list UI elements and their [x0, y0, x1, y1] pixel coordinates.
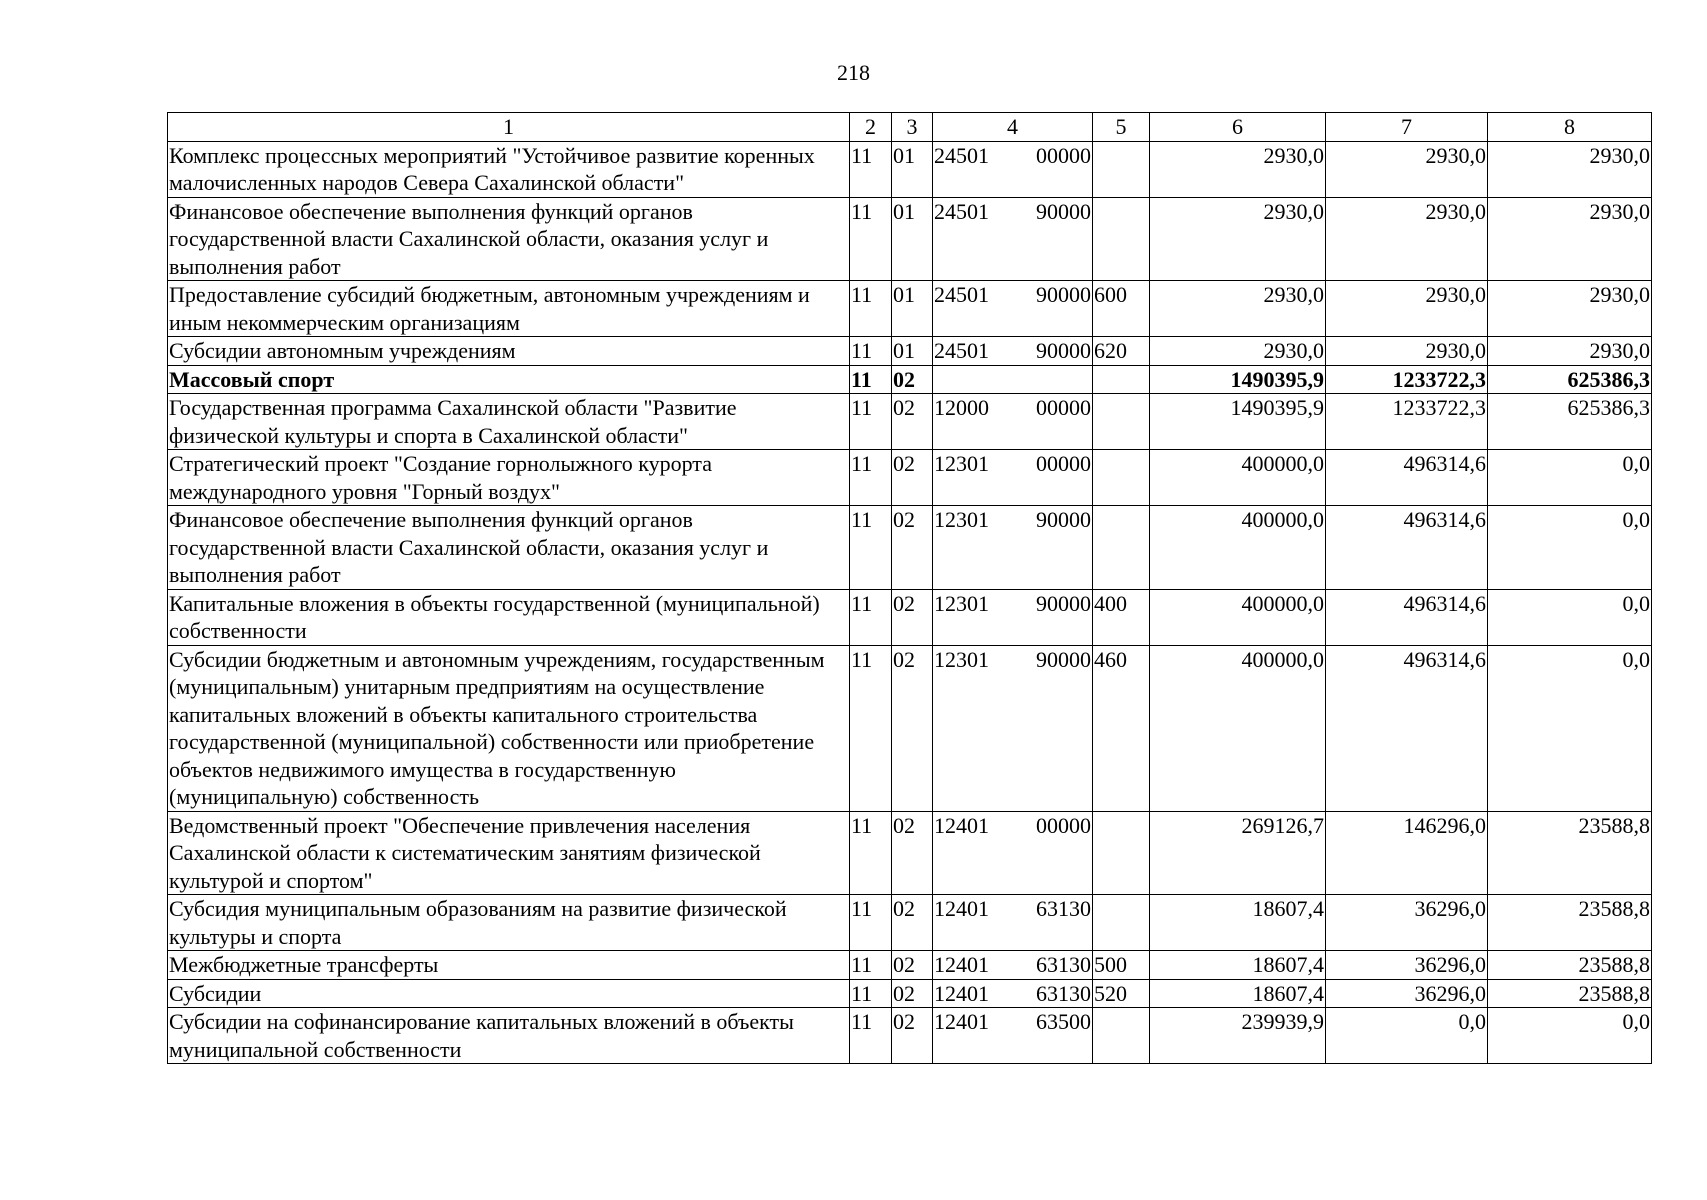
- budget-table: [167, 112, 1652, 1064]
- target-article-cell: [933, 951, 1093, 980]
- target-article-cell: [933, 337, 1093, 366]
- amount-col8-cell: 2930,0: [1488, 141, 1652, 197]
- amount-col6-cell: 18607,4: [1150, 979, 1326, 1008]
- amount-col6-cell: 400000,0: [1150, 450, 1326, 506]
- expense-type-cell: 620: [1093, 337, 1150, 366]
- subsection-code-cell: 02: [892, 1008, 933, 1064]
- section-code-cell: 11: [850, 450, 892, 506]
- header-row: [168, 113, 1652, 142]
- expense-type-cell: 460: [1093, 645, 1150, 811]
- page-number: 218: [837, 60, 870, 85]
- expense-type-cell: [1093, 394, 1150, 450]
- direction-code: 00000: [1036, 142, 1091, 168]
- table-row: [168, 1008, 1652, 1064]
- table-row: [168, 281, 1652, 337]
- column-header: 3: [892, 113, 933, 142]
- table-row: [168, 811, 1652, 895]
- column-header: 1: [168, 113, 850, 142]
- amount-col7-cell: 2930,0: [1326, 197, 1488, 281]
- direction-code: 00000: [1036, 451, 1091, 476]
- amount-col7-cell: 36296,0: [1326, 951, 1488, 980]
- amount-col6-cell: 2930,0: [1150, 197, 1326, 281]
- amount-col6-cell: 1490395,9: [1150, 394, 1326, 450]
- subsection-code-cell: 02: [892, 895, 933, 951]
- row-name-cell: Финансовое обеспечение выполнения функций органов государственной власти Сахалинской области, оказания услуг и выполнения работ: [168, 197, 850, 281]
- section-code-cell: 11: [850, 895, 892, 951]
- amount-col7-cell: 2930,0: [1326, 141, 1488, 197]
- subsection-code-cell: 01: [892, 281, 933, 337]
- amount-col8-cell: 0,0: [1488, 506, 1652, 590]
- subsection-code-cell: 02: [892, 365, 933, 394]
- table-row: [168, 589, 1652, 645]
- program-code: 12301: [934, 451, 989, 476]
- program-code: 12301: [934, 646, 989, 672]
- amount-col6-cell: 400000,0: [1150, 506, 1326, 590]
- expense-type-cell: [1093, 141, 1150, 197]
- table-row: [168, 337, 1652, 366]
- target-article-cell: [933, 394, 1093, 450]
- section-code-cell: 11: [850, 645, 892, 811]
- target-article-cell: [933, 141, 1093, 197]
- section-code-cell: 11: [850, 951, 892, 980]
- expense-type-cell: [1093, 197, 1150, 281]
- amount-col8-cell: 2930,0: [1488, 197, 1652, 281]
- program-code: 12301: [934, 507, 989, 532]
- amount-col8-cell: 2930,0: [1488, 281, 1652, 337]
- amount-col6-cell: 18607,4: [1150, 951, 1326, 980]
- amount-col7-cell: 1233722,3: [1326, 394, 1488, 450]
- row-name-cell: Финансовое обеспечение выполнения функций органов государственной власти Сахалинской области, оказания услуг и выполнения работ: [168, 506, 850, 590]
- row-name-cell: Массовый спорт: [168, 365, 850, 394]
- row-name-cell: Субсидии: [168, 979, 850, 1008]
- column-header: 4: [933, 113, 1093, 142]
- amount-col8-cell: 0,0: [1488, 1008, 1652, 1064]
- direction-code: 90000: [1036, 338, 1091, 363]
- direction-code: 63130: [1036, 952, 1091, 977]
- program-code: 24501: [934, 338, 989, 363]
- subsection-code-cell: 02: [892, 951, 933, 980]
- column-header: 6: [1150, 113, 1326, 142]
- amount-col6-cell: 2930,0: [1150, 337, 1326, 366]
- target-article-cell: [933, 281, 1093, 337]
- section-code-cell: 11: [850, 589, 892, 645]
- target-article-cell: [933, 645, 1093, 811]
- row-name-cell: Межбюджетные трансферты: [168, 951, 850, 980]
- section-code-cell: 11: [850, 141, 892, 197]
- table-row: [168, 197, 1652, 281]
- target-article-cell: [933, 589, 1093, 645]
- direction-code: 00000: [1036, 395, 1091, 420]
- subsection-code-cell: 02: [892, 506, 933, 590]
- section-code-cell: 11: [850, 337, 892, 366]
- amount-col7-cell: 496314,6: [1326, 645, 1488, 811]
- column-header: 7: [1326, 113, 1488, 142]
- amount-col7-cell: 146296,0: [1326, 811, 1488, 895]
- target-article-cell: [933, 895, 1093, 951]
- target-article-cell: [933, 197, 1093, 281]
- table-row: [168, 450, 1652, 506]
- amount-col8-cell: 0,0: [1488, 450, 1652, 506]
- amount-col6-cell: 1490395,9: [1150, 365, 1326, 394]
- direction-code: 90000: [1036, 646, 1091, 672]
- amount-col6-cell: 269126,7: [1150, 811, 1326, 895]
- amount-col6-cell: 2930,0: [1150, 281, 1326, 337]
- amount-col8-cell: 23588,8: [1488, 895, 1652, 951]
- amount-col7-cell: 1233722,3: [1326, 365, 1488, 394]
- expense-type-cell: 600: [1093, 281, 1150, 337]
- subsection-code-cell: 01: [892, 141, 933, 197]
- column-header: 5: [1093, 113, 1150, 142]
- table-row: [168, 506, 1652, 590]
- row-name-cell: Субсидии бюджетным и автономным учреждениям, государственным (муниципальным) унитарным предприятиям на осуществление капитальных вложений в объекты капитального строительства государственной (муниципальной) собственности или приобретение объектов недвижимого имущества в государственную (муниципальную) собственность: [168, 645, 850, 811]
- target-article-cell: [933, 450, 1093, 506]
- subsection-code-cell: 01: [892, 197, 933, 281]
- program-code: 12401: [934, 896, 989, 921]
- target-article-cell: [933, 365, 1093, 394]
- row-name-cell: Ведомственный проект "Обеспечение привлечения населения Сахалинской области к систематическим занятиям физической культурой и спортом": [168, 811, 850, 895]
- row-name-cell: Субсидии на софинансирование капитальных вложений в объекты муниципальной собственности: [168, 1008, 850, 1064]
- subsection-code-cell: 01: [892, 337, 933, 366]
- section-code-cell: 11: [850, 811, 892, 895]
- program-code: 12401: [934, 1009, 989, 1034]
- subsection-code-cell: 02: [892, 394, 933, 450]
- amount-col7-cell: 36296,0: [1326, 895, 1488, 951]
- section-code-cell: 11: [850, 365, 892, 394]
- amount-col8-cell: 23588,8: [1488, 811, 1652, 895]
- program-code: 12401: [934, 952, 989, 977]
- target-article-cell: [933, 979, 1093, 1008]
- subsection-code-cell: 02: [892, 450, 933, 506]
- section-code-cell: 11: [850, 1008, 892, 1064]
- subsection-code-cell: 02: [892, 979, 933, 1008]
- expense-type-cell: [1093, 365, 1150, 394]
- amount-col6-cell: 2930,0: [1150, 141, 1326, 197]
- table-row: [168, 141, 1652, 197]
- amount-col6-cell: 239939,9: [1150, 1008, 1326, 1064]
- amount-col8-cell: 625386,3: [1488, 394, 1652, 450]
- amount-col6-cell: 400000,0: [1150, 645, 1326, 811]
- subsection-code-cell: 02: [892, 589, 933, 645]
- subsection-code-cell: 02: [892, 645, 933, 811]
- direction-code: 90000: [1036, 507, 1091, 532]
- row-name-cell: Субсидии автономным учреждениям: [168, 337, 850, 366]
- amount-col8-cell: 23588,8: [1488, 979, 1652, 1008]
- section-code-cell: 11: [850, 506, 892, 590]
- direction-code: 90000: [1036, 590, 1091, 616]
- amount-col7-cell: 2930,0: [1326, 337, 1488, 366]
- direction-code: 90000: [1036, 282, 1091, 307]
- direction-code: 63500: [1036, 1009, 1091, 1034]
- target-article-cell: [933, 1008, 1093, 1064]
- expense-type-cell: 500: [1093, 951, 1150, 980]
- direction-code: 63130: [1036, 980, 1091, 1006]
- row-name-cell: Предоставление субсидий бюджетным, автономным учреждениям и иным некоммерческим организациям: [168, 281, 850, 337]
- column-header: 2: [850, 113, 892, 142]
- row-name-cell: Комплекс процессных мероприятий "Устойчивое развитие коренных малочисленных народов Севера Сахалинской области": [168, 141, 850, 197]
- section-code-cell: 11: [850, 979, 892, 1008]
- table-row: [168, 645, 1652, 811]
- amount-col6-cell: 400000,0: [1150, 589, 1326, 645]
- direction-code: 00000: [1036, 812, 1091, 838]
- expense-type-cell: 400: [1093, 589, 1150, 645]
- program-code: 12401: [934, 980, 989, 1006]
- amount-col8-cell: 0,0: [1488, 645, 1652, 811]
- expense-type-cell: [1093, 450, 1150, 506]
- program-code: 12301: [934, 590, 989, 616]
- amount-col7-cell: 0,0: [1326, 1008, 1488, 1064]
- row-name-cell: Субсидия муниципальным образованиям на развитие физической культуры и спорта: [168, 895, 850, 951]
- table-row: [168, 365, 1652, 394]
- table-row: [168, 979, 1652, 1008]
- column-header: 8: [1488, 113, 1652, 142]
- table-row: [168, 951, 1652, 980]
- program-code: 12401: [934, 812, 989, 838]
- section-code-cell: 11: [850, 281, 892, 337]
- amount-col8-cell: 0,0: [1488, 589, 1652, 645]
- amount-col6-cell: 18607,4: [1150, 895, 1326, 951]
- expense-type-cell: [1093, 895, 1150, 951]
- table-row: [168, 895, 1652, 951]
- section-code-cell: 11: [850, 394, 892, 450]
- row-name-cell: Капитальные вложения в объекты государственной (муниципальной) собственности: [168, 589, 850, 645]
- amount-col8-cell: 23588,8: [1488, 951, 1652, 980]
- expense-type-cell: [1093, 1008, 1150, 1064]
- row-name-cell: Государственная программа Сахалинской области "Развитие физической культуры и спорта в Сахалинской области": [168, 394, 850, 450]
- section-code-cell: 11: [850, 197, 892, 281]
- expense-type-cell: [1093, 811, 1150, 895]
- subsection-code-cell: 02: [892, 811, 933, 895]
- program-code: 24501: [934, 142, 989, 168]
- expense-type-cell: [1093, 506, 1150, 590]
- row-name-cell: Стратегический проект "Создание горнолыжного курорта международного уровня "Горный воздух": [168, 450, 850, 506]
- amount-col7-cell: 496314,6: [1326, 450, 1488, 506]
- amount-col7-cell: 36296,0: [1326, 979, 1488, 1008]
- target-article-cell: [933, 811, 1093, 895]
- target-article-cell: [933, 506, 1093, 590]
- expense-type-cell: 520: [1093, 979, 1150, 1008]
- direction-code: 63130: [1036, 896, 1091, 921]
- table-row: [168, 394, 1652, 450]
- amount-col7-cell: 496314,6: [1326, 589, 1488, 645]
- program-code: 24501: [934, 198, 989, 224]
- amount-col8-cell: 2930,0: [1488, 337, 1652, 366]
- program-code: 12000: [934, 395, 989, 420]
- amount-col7-cell: 496314,6: [1326, 506, 1488, 590]
- direction-code: 90000: [1036, 198, 1091, 224]
- amount-col8-cell: 625386,3: [1488, 365, 1652, 394]
- amount-col7-cell: 2930,0: [1326, 281, 1488, 337]
- program-code: 24501: [934, 282, 989, 307]
